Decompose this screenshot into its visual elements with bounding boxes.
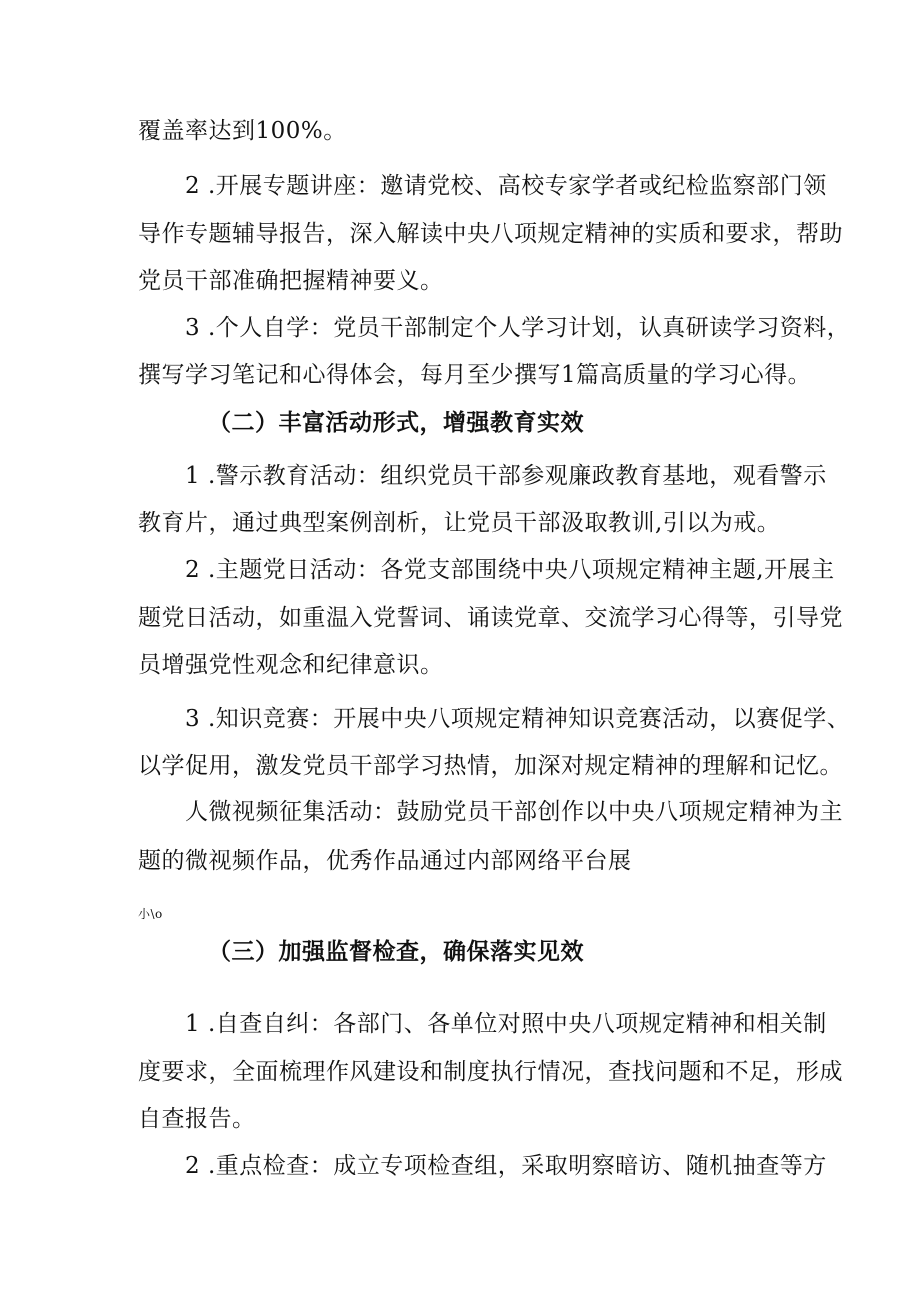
text-line: 2 .重点检查：成立专项检查组，采取明察暗访、随机抽查等方: [185, 1153, 827, 1179]
text-line: 党员干部准确把握精神要义。: [138, 268, 444, 294]
text-line: 度要求，全面梳理作风建设和制度执行情况，查找问题和不足，形成: [138, 1059, 843, 1085]
text-line: 以学促用，激发党员干部学习热情，加深对规定精神的理解和记忆。: [138, 753, 843, 779]
text-line: 1 .自查自纠：各部门、各单位对照中央八项规定精神和相关制: [185, 1011, 827, 1037]
text-line: 1 .警示教育活动：组织党员干部参观廉政教育基地，观看警示: [185, 463, 827, 489]
section-heading: （二）丰富活动形式，增强教育实效: [208, 409, 584, 436]
text-line: 题的微视频作品，优秀作品通过内部网络平台展: [138, 848, 632, 874]
text-line: 2 .主题党日活动：各党支部围绕中央八项规定精神主题,开展主: [185, 557, 835, 583]
text-line: 撰写学习笔记和心得体会，每月至少撰写1篇高质量的学习心得。: [138, 362, 812, 388]
text-line: 题党日活动，如重温入党誓词、诵读党章、交流学习心得等，引导党: [138, 605, 843, 631]
text-line: 人微视频征集活动：鼓励党员干部创作以中央八项规定精神为主: [185, 799, 843, 825]
section-heading: （三）加强监督检查，确保落实见效: [208, 938, 584, 965]
text-line: 员增强党性观念和纪律意识。: [138, 652, 444, 678]
text-line: 3 .知识竞赛：开展中央八项规定精神知识竞赛活动，以赛促学、: [185, 706, 851, 732]
text-line: 导作专题辅导报告，深入解读中央八项规定精神的实质和要求，帮助: [138, 221, 843, 247]
text-line: 2 .开展专题讲座：邀请党校、高校专家学者或纪检监察部门领: [185, 173, 827, 199]
text-line: 教育片，通过典型案例剖析，让党员干部汲取教训,引以为戒。: [138, 510, 781, 536]
text-line: 自查报告。: [138, 1106, 256, 1132]
text-line: 覆盖率达到100%。: [138, 118, 347, 144]
text-line: 3 .个人自学：党员干部制定个人学习计划，认真研读学习资料，: [185, 315, 851, 341]
stray-text: 小\o: [138, 907, 163, 921]
